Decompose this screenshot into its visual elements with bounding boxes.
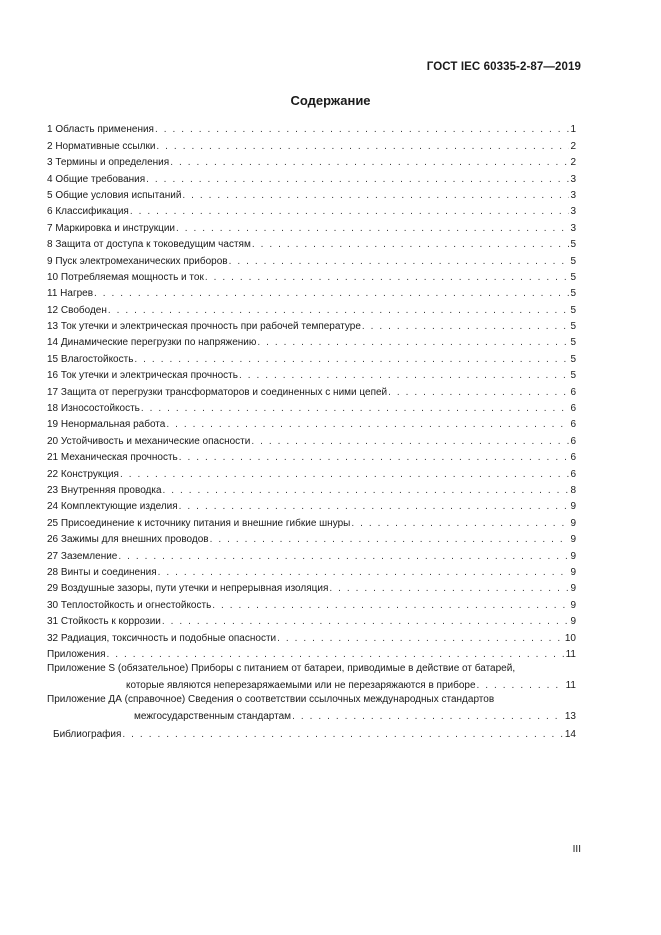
toc-entry-title: 30 Теплостойкость и огнестойкость [47,599,212,611]
toc-entry[interactable] [47,268,576,284]
toc-entry-title-line1: Приложение ДА (справочное) Сведения о соответствии ссылочных международных стандартов [47,693,495,705]
toc-leader-dots [122,729,563,741]
toc-entry[interactable] [47,120,576,136]
toc-entry-title: 15 Влагостойкость [47,353,134,365]
toc-entry-title: 23 Внутренняя проводка [47,484,162,496]
toc-entry[interactable] [47,186,576,202]
toc-entry-title: 9 Пуск электромеханических приборов [47,255,228,267]
toc-entry-title: 16 Ток утечки и электрическая прочность [47,370,238,382]
toc-entries [47,120,576,661]
toc-entry[interactable] [47,300,576,316]
toc-entry[interactable] [47,497,576,513]
toc-entry[interactable] [47,169,576,185]
toc-entry-title: 10 Потребляемая мощность и ток [47,271,204,283]
toc-entry-bibliography[interactable] [47,723,576,741]
toc-entry[interactable] [47,513,576,529]
toc-leader-dots [277,633,564,645]
toc-entry-page: 9 [570,501,576,513]
toc-entry-title: 31 Стойкость к коррозии [47,616,161,628]
toc-entry-title-line2-row [47,707,576,723]
toc-leader-dots [158,567,570,579]
toc-leader-dots [179,501,570,513]
toc-entry-title: 6 Классификация [47,206,129,218]
toc-leader-dots [134,354,569,366]
toc-entry[interactable] [47,136,576,152]
toc-entry[interactable] [47,382,576,398]
toc-entry-title-line2: межгосударственным стандартам [134,710,292,722]
toc-leader-dots [212,600,569,612]
toc-entry-title: Библиография [53,728,122,740]
toc-entry[interactable] [47,202,576,218]
toc-entry-page: 2 [570,140,576,152]
toc-leader-dots [251,436,569,448]
toc-entry-title: 28 Винты и соединения [47,566,157,578]
toc-entry-title: 26 Зажимы для внешних проводов [47,534,209,546]
toc-leader-dots [257,337,569,349]
toc-entry-title: 14 Динамические перегрузки по напряжению [47,337,257,349]
toc-entry-page: 10 [564,632,576,644]
toc-title: Содержание [290,93,371,108]
toc-entry-page: 3 [570,173,576,185]
toc-entry-page: 6 [570,468,576,480]
toc-entry-page: 9 [570,550,576,562]
toc-entry[interactable] [47,415,576,431]
toc-entry-title: 24 Комплектующие изделия [47,501,178,513]
toc-entry[interactable] [47,235,576,251]
toc-entry-title: 13 Ток утечки и электрическая прочность при рабочей температуре [47,321,361,333]
toc-entry-title: 7 Маркировка и инструкции [47,222,176,234]
toc-leader-dots [239,370,569,382]
toc-entry[interactable] [47,612,576,628]
toc-entry-page: 5 [570,255,576,267]
toc-leader-dots [166,419,569,431]
toc-leader-dots [107,649,565,661]
toc-leader-dots [329,583,569,595]
toc-leader-dots [162,616,570,628]
toc-leader-dots [120,469,569,481]
toc-entry[interactable] [47,333,576,349]
toc-entry-page: 6 [570,419,576,431]
toc-entry[interactable] [47,645,576,661]
toc-leader-dots [205,272,570,284]
toc-entry-page: 3 [570,206,576,218]
toc-entry[interactable] [47,349,576,365]
toc-entry[interactable] [47,530,576,546]
toc-leader-dots [94,288,569,300]
toc-entry[interactable] [47,481,576,497]
toc-entry-title-line2: которые являются неперезаряжаемыми или не перезаряжаются в приборе [126,679,476,691]
toc-entry-title: 19 Ненормальная работа [47,419,166,431]
toc-entry-page: 5 [570,304,576,316]
toc-entry-page: 3 [570,189,576,201]
toc-entry[interactable] [47,595,576,611]
toc-entry-title: 12 Свободен [47,304,107,316]
toc-entry[interactable] [47,464,576,480]
toc-entry-page: 6 [570,386,576,398]
toc-entry[interactable] [47,448,576,464]
toc-entry-title: 25 Присоединение к источнику питания и внешние гибкие шнуры [47,517,351,529]
toc-entry-page: 9 [570,534,576,546]
toc-entry-title: 11 Нагрев [47,288,94,300]
toc-entry-title: 21 Механическая прочность [47,452,178,464]
toc-leader-dots [252,239,570,251]
toc-leader-dots [210,534,570,546]
toc-entry-page: 13 [564,710,576,722]
toc-leader-dots [146,174,569,186]
toc-leader-dots [176,223,569,235]
toc-leader-dots [170,157,569,169]
toc-entry-title: 5 Общие условия испытаний [47,189,182,201]
toc-leader-dots [362,321,570,333]
toc-leader-dots [155,124,569,136]
toc-entry-page: 9 [570,517,576,529]
toc-leader-dots [229,256,570,268]
toc-leader-dots [388,387,569,399]
toc-entry[interactable] [47,317,576,333]
toc-entry-page: 6 [570,403,576,415]
toc-leader-dots [351,518,569,530]
toc-entry-page: 5 [570,288,576,300]
toc-entry-page: 8 [570,484,576,496]
toc-entry[interactable] [47,546,576,562]
toc-entry-title-line2-row [47,676,576,692]
toc-entry-page: 1 [570,124,576,136]
standard-designation: ГОСТ IEC 60335-2-87—2019 [426,61,581,73]
toc-entry-page: 6 [570,435,576,447]
toc-entry-page: 11 [565,679,576,691]
toc-entry[interactable] [47,431,576,447]
toc-entry[interactable] [47,366,576,382]
toc-entry-title: 17 Защита от перегрузки трансформаторов и соединенных с ними цепей [47,386,388,398]
toc-entry-page: 9 [570,599,576,611]
toc-entry-page: 5 [570,321,576,333]
toc-entry-page: 14 [564,728,576,740]
toc-leader-dots [156,141,569,153]
toc-entry-title: 27 Заземление [47,550,118,562]
toc-entry[interactable] [47,284,576,300]
toc-entry-page: 6 [570,452,576,464]
toc-entry[interactable] [47,218,576,234]
toc-entry-title: 20 Устойчивость и механические опасности [47,435,251,447]
toc-entry-page: 9 [570,566,576,578]
toc-entry[interactable] [47,399,576,415]
toc-entry[interactable] [47,153,576,169]
toc-entry-title-line1: Приложение S (обязательное) Приборы с питанием от батареи, приводимые в действие от батарей, [47,662,516,674]
toc-entry-page: 5 [570,370,576,382]
toc-leader-dots [130,206,570,218]
toc-leader-dots [182,190,569,202]
toc-entry-page: 9 [570,583,576,595]
toc-leader-dots [118,551,569,563]
toc-entry-page: 5 [570,353,576,365]
toc-entry-page: 9 [570,616,576,628]
toc-entry-title: 8 Защита от доступа к токоведущим частям [47,239,251,251]
toc-entry-appendix-da[interactable] [47,693,576,723]
toc-entry[interactable] [47,563,576,579]
table-of-contents [47,120,576,741]
toc-entry-title: 29 Воздушные зазоры, пути утечки и непрерывная изоляция [47,583,329,595]
toc-entry-appendix-s[interactable] [47,662,576,692]
page-number: III [572,844,581,855]
toc-entry[interactable] [47,579,576,595]
toc-entry-title: 4 Общие требования [47,173,146,185]
toc-entry-page: 2 [570,157,576,169]
toc-leader-dots [163,485,570,497]
toc-leader-dots [108,305,570,317]
toc-entry-page: 3 [570,222,576,234]
toc-entry-page: 5 [570,337,576,349]
toc-entry-title: 1 Область применения [47,124,154,136]
toc-leader-dots [141,403,570,415]
toc-leader-dots [179,452,570,464]
toc-entry[interactable] [47,251,576,267]
toc-entry-title: 32 Радиация, токсичность и подобные опасности [47,632,277,644]
toc-entry-page: 5 [570,271,576,283]
toc-entry-title: 3 Термины и определения [47,157,170,169]
toc-leader-dots [477,680,565,692]
toc-entry-title: 2 Нормативные ссылки [47,140,156,152]
toc-entry-title: 22 Конструкция [47,468,119,480]
toc-entry[interactable] [47,628,576,644]
toc-entry-title: Приложения [47,648,106,660]
toc-entry-page: 11 [565,648,576,660]
toc-leader-dots [292,711,564,723]
toc-entry-title: 18 Износостойкость [47,403,140,415]
toc-entry-page: 5 [570,239,576,251]
